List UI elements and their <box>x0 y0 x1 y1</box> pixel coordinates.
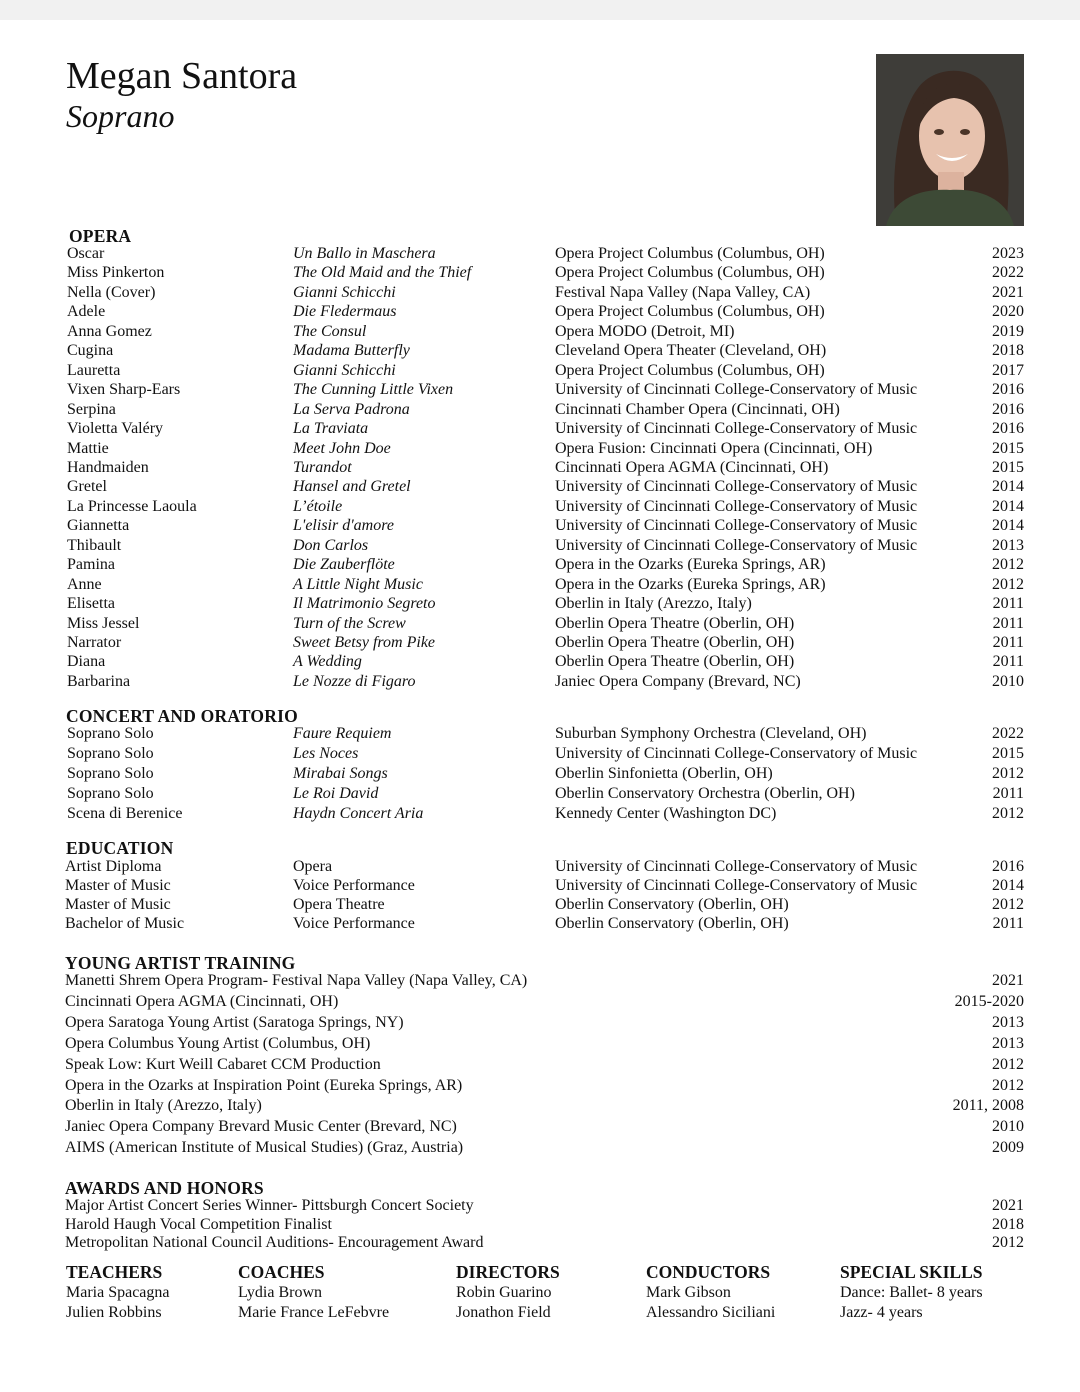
opera-row <box>0 672 1080 692</box>
director-item: Robin Guarino <box>456 1284 552 1301</box>
role-name: Diana <box>67 653 106 671</box>
year: 2020 <box>992 303 1024 321</box>
year: 2014 <box>992 517 1024 535</box>
year: 2017 <box>992 361 1024 379</box>
ensemble-name: Kennedy Center (Washington DC) <box>555 805 777 822</box>
work-title: La Serva Padrona <box>293 400 410 418</box>
role-name: Giannetta <box>67 517 130 535</box>
opera-row <box>0 439 1080 459</box>
role-name: Miss Pinkerton <box>67 264 165 282</box>
role-name: Adele <box>67 303 106 321</box>
company-name: Opera Project Columbus (Columbus, OH) <box>555 264 825 282</box>
work-title: A Wedding <box>293 653 362 671</box>
company-name: Opera MODO (Detroit, MI) <box>555 322 735 340</box>
year: 2015 <box>992 458 1024 476</box>
work-title: Haydn Concert Aria <box>293 805 424 822</box>
training-row <box>0 971 1080 991</box>
work-title: Meet John Doe <box>293 439 391 457</box>
directors-column <box>456 1262 560 1323</box>
conductor-item: Alessandro Siciliani <box>646 1304 776 1321</box>
degree-name: Master of Music <box>65 877 171 894</box>
concert-row <box>0 744 1080 764</box>
year: 2013 <box>992 536 1024 554</box>
company-name: Oberlin Opera Theatre (Oberlin, OH) <box>555 634 795 651</box>
year: 2012 <box>992 765 1024 782</box>
year: 2011 <box>992 614 1024 632</box>
award-name: Harold Haugh Vocal Competition Finalist <box>65 1215 332 1233</box>
work-title: Madama Butterfly <box>293 342 410 360</box>
work-title: Hansel and Gretel <box>293 478 411 496</box>
training-row <box>0 1034 1080 1054</box>
year: 2014 <box>992 478 1024 496</box>
opera-row <box>0 458 1080 478</box>
role-name: Anna Gomez <box>67 322 152 340</box>
year: 2013 <box>992 1013 1024 1031</box>
skills-column <box>840 1262 983 1323</box>
concert-row <box>0 764 1080 784</box>
opera-row <box>0 497 1080 517</box>
school-name: Oberlin Conservatory (Oberlin, OH) <box>555 896 789 913</box>
company-name: Oberlin in Italy (Arezzo, Italy) <box>555 595 752 613</box>
conductors-column <box>646 1262 775 1323</box>
degree-name: Bachelor of Music <box>65 915 185 932</box>
role-name: Scena di Berenice <box>67 805 183 822</box>
viewer-top-bar <box>0 0 1080 20</box>
work-title: The Cunning Little Vixen <box>293 381 454 399</box>
training-row <box>0 1055 1080 1075</box>
school-name: University of Cincinnati College-Conservatory of Music <box>555 877 918 894</box>
opera-row <box>0 516 1080 536</box>
company-name: University of Cincinnati College-Conservatory of Music <box>555 478 918 496</box>
opera-row <box>0 263 1080 283</box>
role-name: Violetta Valéry <box>67 420 164 438</box>
role-name: Barbarina <box>67 672 131 690</box>
opera-row <box>0 633 1080 653</box>
year: 2014 <box>992 497 1024 515</box>
work-title: A Little Night Music <box>293 575 423 593</box>
work-title: L'elisir d'amore <box>293 517 394 535</box>
year: 2019 <box>992 322 1024 340</box>
program-name: Opera Columbus Young Artist (Columbus, OH) <box>65 1034 371 1052</box>
opera-row <box>0 555 1080 575</box>
year: 2023 <box>992 245 1024 262</box>
role-name: Cugina <box>67 342 114 360</box>
company-name: Oberlin Opera Theatre (Oberlin, OH) <box>555 653 795 671</box>
work-title: Le Nozze di Figaro <box>293 672 416 690</box>
training-row <box>0 992 1080 1012</box>
director-item: Jonathon Field <box>456 1304 551 1321</box>
program-name: Speak Low: Kurt Weill Cabaret CCM Production <box>65 1055 381 1073</box>
work-title: Don Carlos <box>293 536 369 554</box>
opera-row <box>0 575 1080 595</box>
education-row <box>0 876 1080 896</box>
training-row <box>0 1013 1080 1033</box>
opera-row <box>0 536 1080 556</box>
concert-row <box>0 784 1080 804</box>
role-name: Serpina <box>67 400 116 418</box>
degree-name: Master of Music <box>65 896 171 913</box>
field-of-study: Voice Performance <box>293 915 415 932</box>
teacher-item: Maria Spacagna <box>66 1284 170 1301</box>
role-name: Oscar <box>67 245 105 262</box>
coach-item: Lydia Brown <box>238 1284 322 1301</box>
company-name: University of Cincinnati College-Conservatory of Music <box>555 420 918 438</box>
year: 2016 <box>992 420 1024 438</box>
year: 2012 <box>992 1076 1024 1094</box>
opera-row <box>0 361 1080 381</box>
section-title-concert: CONCERT AND ORATORIO <box>66 706 298 726</box>
company-name: Opera Project Columbus (Columbus, OH) <box>555 245 825 262</box>
field-of-study: Opera Theatre <box>293 896 385 913</box>
role-name: Miss Jessel <box>67 614 140 632</box>
year: 2011 <box>992 785 1024 802</box>
training-row <box>0 1117 1080 1137</box>
year: 2016 <box>992 381 1024 399</box>
opera-row <box>0 322 1080 342</box>
year: 2012 <box>992 805 1024 822</box>
work-title: L’étoile <box>293 497 343 515</box>
year: 2018 <box>992 342 1024 360</box>
training-row <box>0 1096 1080 1116</box>
ensemble-name: Oberlin Conservatory Orchestra (Oberlin, OH) <box>555 785 855 802</box>
section-title-training: YOUNG ARTIST TRAINING <box>65 953 296 973</box>
ensemble-name: Suburban Symphony Orchestra (Cleveland, OH) <box>555 725 867 742</box>
education-row <box>0 895 1080 915</box>
role-name: Soprano Solo <box>67 745 154 762</box>
work-title: Turn of the Screw <box>293 614 406 632</box>
coach-item: Marie France LeFebvre <box>238 1304 390 1321</box>
work-title: Faure Requiem <box>293 725 392 742</box>
opera-row <box>0 477 1080 497</box>
year: 2012 <box>992 575 1024 593</box>
work-title: Die Zauberflöte <box>293 556 395 574</box>
work-title: Les Noces <box>293 745 359 762</box>
skills-heading: SPECIAL SKILLS <box>840 1262 983 1282</box>
opera-row <box>0 283 1080 303</box>
program-name: Manetti Shrem Opera Program- Festival Napa Valley (Napa Valley, CA) <box>65 972 528 989</box>
company-name: Festival Napa Valley (Napa Valley, CA) <box>555 283 811 301</box>
opera-row <box>0 400 1080 420</box>
field-of-study: Opera <box>293 858 333 875</box>
voice-type: Soprano <box>66 98 175 134</box>
skill-item: Dance: Ballet- 8 years <box>840 1284 983 1301</box>
training-row <box>0 1076 1080 1096</box>
year: 2015 <box>992 745 1024 762</box>
concert-row <box>0 724 1080 744</box>
teacher-item: Julien Robbins <box>66 1304 162 1321</box>
year: 2011 <box>992 653 1024 671</box>
year: 2015-2020 <box>954 992 1024 1010</box>
performer-name: Megan Santora <box>66 55 298 97</box>
role-name: Soprano Solo <box>67 725 154 742</box>
section-title-opera: OPERA <box>69 226 132 246</box>
company-name: Cincinnati Opera AGMA (Cincinnati, OH) <box>555 458 829 476</box>
year: 2016 <box>992 858 1024 875</box>
role-name: Mattie <box>67 439 109 457</box>
company-name: University of Cincinnati College-Conservatory of Music <box>555 536 918 554</box>
company-name: Oberlin Opera Theatre (Oberlin, OH) <box>555 614 795 632</box>
work-title: The Consul <box>293 322 367 340</box>
year: 2018 <box>992 1215 1024 1233</box>
work-title: Die Fledermaus <box>293 303 397 321</box>
year: 2012 <box>992 896 1024 913</box>
award-name: Metropolitan National Council Auditions- Encouragement Award <box>65 1234 484 1251</box>
role-name: Handmaiden <box>67 458 149 476</box>
role-name: Thibault <box>67 536 122 554</box>
company-name: Cleveland Opera Theater (Cleveland, OH) <box>555 342 827 360</box>
year: 2011, 2008 <box>952 1097 1024 1115</box>
year: 2011 <box>992 915 1024 932</box>
school-name: University of Cincinnati College-Conservatory of Music <box>555 858 918 875</box>
role-name: Pamina <box>67 556 115 574</box>
work-title: The Old Maid and the Thief <box>293 264 472 282</box>
work-title: Un Ballo in Maschera <box>293 245 436 262</box>
role-name: Narrator <box>67 634 122 651</box>
opera-row <box>0 652 1080 672</box>
conductors-heading: CONDUCTORS <box>646 1262 771 1282</box>
year: 2010 <box>992 672 1024 690</box>
ensemble-name: University of Cincinnati College-Conservatory of Music <box>555 745 918 762</box>
company-name: Opera in the Ozarks (Eureka Springs, AR) <box>555 575 826 593</box>
year: 2011 <box>992 634 1024 651</box>
section-title-awards: AWARDS AND HONORS <box>65 1178 264 1198</box>
role-name: La Princesse Laoula <box>67 497 197 515</box>
program-name: Oberlin in Italy (Arezzo, Italy) <box>65 1097 262 1115</box>
work-title: Il Matrimonio Segreto <box>293 595 436 613</box>
opera-row <box>0 244 1080 264</box>
role-name: Anne <box>67 575 102 593</box>
company-name: University of Cincinnati College-Conservatory of Music <box>555 381 918 399</box>
year: 2012 <box>992 1055 1024 1073</box>
opera-row <box>0 380 1080 400</box>
headshot-photo <box>876 54 1024 226</box>
program-name: Janiec Opera Company Brevard Music Center (Brevard, NC) <box>65 1118 457 1136</box>
year: 2012 <box>992 1234 1024 1251</box>
role-name: Lauretta <box>67 361 121 379</box>
award-row <box>0 1233 1080 1253</box>
coaches-column <box>238 1262 389 1323</box>
program-name: AIMS (American Institute of Musical Studies) (Graz, Austria) <box>65 1139 464 1157</box>
award-row <box>0 1196 1080 1216</box>
conductor-item: Mark Gibson <box>646 1284 731 1301</box>
year: 2011 <box>992 595 1024 613</box>
work-title: Turandot <box>293 458 352 476</box>
year: 2022 <box>992 725 1024 742</box>
program-name: Cincinnati Opera AGMA (Cincinnati, OH) <box>65 992 339 1010</box>
opera-row <box>0 594 1080 614</box>
role-name: Soprano Solo <box>67 785 154 802</box>
year: 2015 <box>992 439 1024 457</box>
year: 2013 <box>992 1034 1024 1052</box>
opera-row <box>0 302 1080 322</box>
training-row <box>0 1138 1080 1158</box>
company-name: Opera Project Columbus (Columbus, OH) <box>555 303 825 321</box>
work-title: Mirabai Songs <box>293 765 388 782</box>
role-name: Nella (Cover) <box>67 283 156 301</box>
role-name: Gretel <box>67 478 107 496</box>
section-title-education: EDUCATION <box>66 838 174 858</box>
opera-row <box>0 419 1080 439</box>
work-title: La Traviata <box>293 420 369 438</box>
skill-item: Jazz- 4 years <box>840 1304 923 1321</box>
company-name: University of Cincinnati College-Conservatory of Music <box>555 497 918 515</box>
role-name: Elisetta <box>67 595 115 613</box>
award-row <box>0 1215 1080 1235</box>
work-title: Gianni Schicchi <box>293 361 396 379</box>
field-of-study: Voice Performance <box>293 877 415 894</box>
year: 2021 <box>992 1197 1024 1214</box>
year: 2014 <box>992 877 1024 894</box>
work-title: Sweet Betsy from Pike <box>293 634 436 651</box>
company-name: Opera Project Columbus (Columbus, OH) <box>555 361 825 379</box>
year: 2016 <box>992 400 1024 418</box>
company-name: Opera in the Ozarks (Eureka Springs, AR) <box>555 556 826 574</box>
year: 2021 <box>992 972 1024 989</box>
coaches-heading: COACHES <box>238 1262 325 1282</box>
school-name: Oberlin Conservatory (Oberlin, OH) <box>555 915 789 932</box>
directors-heading: DIRECTORS <box>456 1262 560 1282</box>
concert-row <box>0 804 1080 824</box>
ensemble-name: Oberlin Sinfonietta (Oberlin, OH) <box>555 765 773 782</box>
company-name: University of Cincinnati College-Conservatory of Music <box>555 517 918 535</box>
company-name: Cincinnati Chamber Opera (Cincinnati, OH) <box>555 400 840 418</box>
education-row <box>0 857 1080 877</box>
work-title: Le Roi David <box>293 785 379 802</box>
year: 2021 <box>992 283 1024 301</box>
program-name: Opera in the Ozarks at Inspiration Point (Eureka Springs, AR) <box>65 1076 463 1094</box>
year: 2010 <box>992 1118 1024 1136</box>
personnel-section <box>0 1262 1080 1332</box>
company-name: Opera Fusion: Cincinnati Opera (Cincinnati, OH) <box>555 439 873 457</box>
role-name: Vixen Sharp-Ears <box>67 381 181 399</box>
opera-row <box>0 341 1080 361</box>
year: 2022 <box>992 264 1024 282</box>
year: 2012 <box>992 556 1024 574</box>
opera-row <box>0 614 1080 634</box>
program-name: Opera Saratoga Young Artist (Saratoga Springs, NY) <box>65 1013 404 1031</box>
degree-name: Artist Diploma <box>65 858 162 875</box>
work-title: Gianni Schicchi <box>293 283 396 301</box>
role-name: Soprano Solo <box>67 765 154 782</box>
award-name: Major Artist Concert Series Winner- Pittsburgh Concert Society <box>65 1197 474 1214</box>
teachers-heading: TEACHERS <box>66 1262 163 1282</box>
teachers-column <box>66 1262 170 1323</box>
company-name: Janiec Opera Company (Brevard, NC) <box>555 672 801 690</box>
education-row <box>0 914 1080 934</box>
year: 2009 <box>992 1139 1024 1157</box>
